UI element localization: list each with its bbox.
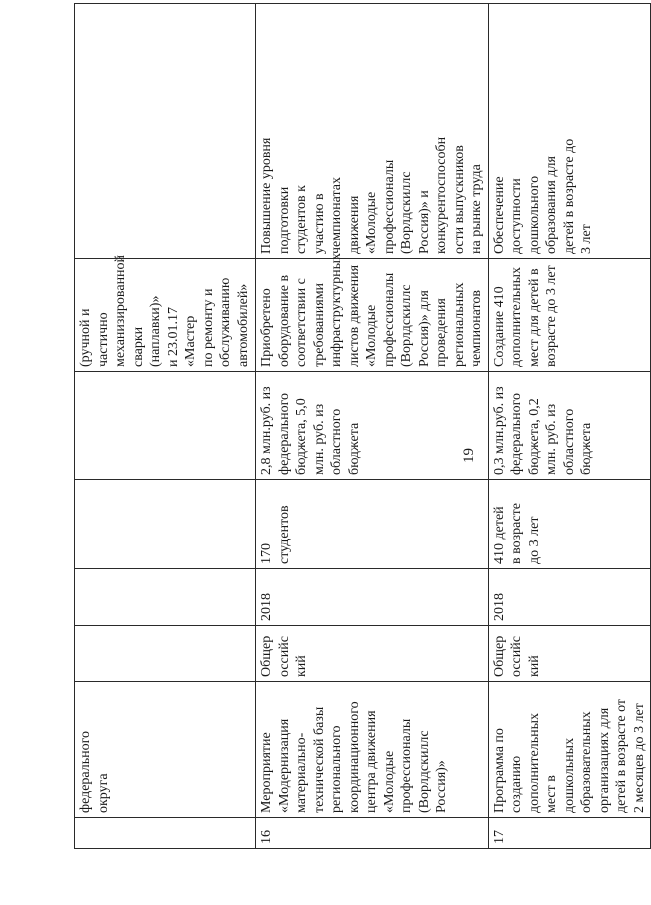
cell-num <box>75 818 256 849</box>
cell-qty <box>75 480 256 569</box>
cell-name: федерального округа <box>75 682 256 818</box>
page-number: 19 <box>461 448 477 463</box>
table-row <box>256 4 489 849</box>
table-row <box>488 4 651 849</box>
cell-qty: 410 детей в возрасте до 3 лет <box>488 480 651 569</box>
cell-level: Общер оссийс кий <box>256 626 489 682</box>
cell-funding <box>75 372 256 480</box>
cell-level: Общер оссийс кий <box>488 626 651 682</box>
cell-result: (ручной и частично механизированной сварки (наплавки)» и 23.01.17 «Мастер по ремонту и обслуживанию автомобилей» <box>75 259 256 372</box>
cell-year: 2018 <box>488 569 651 626</box>
cell-num: 17 <box>488 818 651 849</box>
cell-level <box>75 626 256 682</box>
table-row <box>75 4 256 849</box>
cell-goal: Повышение уровня подготовки студентов к участию в чемпионатах движения «Молодые профессионалы (Ворлдскиллс Россия)» и конкурентоспособн ости выпускников на рынке труда <box>256 4 489 259</box>
cell-year <box>75 569 256 626</box>
data-table <box>74 3 651 849</box>
cell-name: Мероприятие «Модернизация материально- технической базы регионального координационного центра движения «Молодые профессионалы (Ворлдскиллс Россия)» <box>256 682 489 818</box>
cell-name: Программа по созданию дополнительных мест в дошкольных образовательных организациях для детей в возрасте от 2 месяцев до 3 лет <box>488 682 651 818</box>
cell-goal <box>75 4 256 259</box>
cell-num: 16 <box>256 818 489 849</box>
cell-qty: 170 студентов <box>256 480 489 569</box>
cell-goal: Обеспечение доступности дошкольного образования для детей в возрасте до 3 лет <box>488 4 651 259</box>
cell-funding: 2,8 млн.руб. из федерального бюджета, 5,0 млн. руб. из областного бюджета <box>256 372 489 480</box>
cell-funding: 0,3 млн.руб. из федерального бюджета, 0,2 млн. руб. из областного бюджета <box>488 372 651 480</box>
cell-year: 2018 <box>256 569 489 626</box>
cell-result: Создание 410 дополнительных мест для детей в возрасте до 3 лет <box>488 259 651 372</box>
cell-result: Приобретено оборудование в соответствии с требованиями инфраструктурных листов движения «Молодые профессионалы (Ворлдскиллс Россия)» для проведения региональных чемпионатов <box>256 259 489 372</box>
table-container <box>74 76 647 849</box>
